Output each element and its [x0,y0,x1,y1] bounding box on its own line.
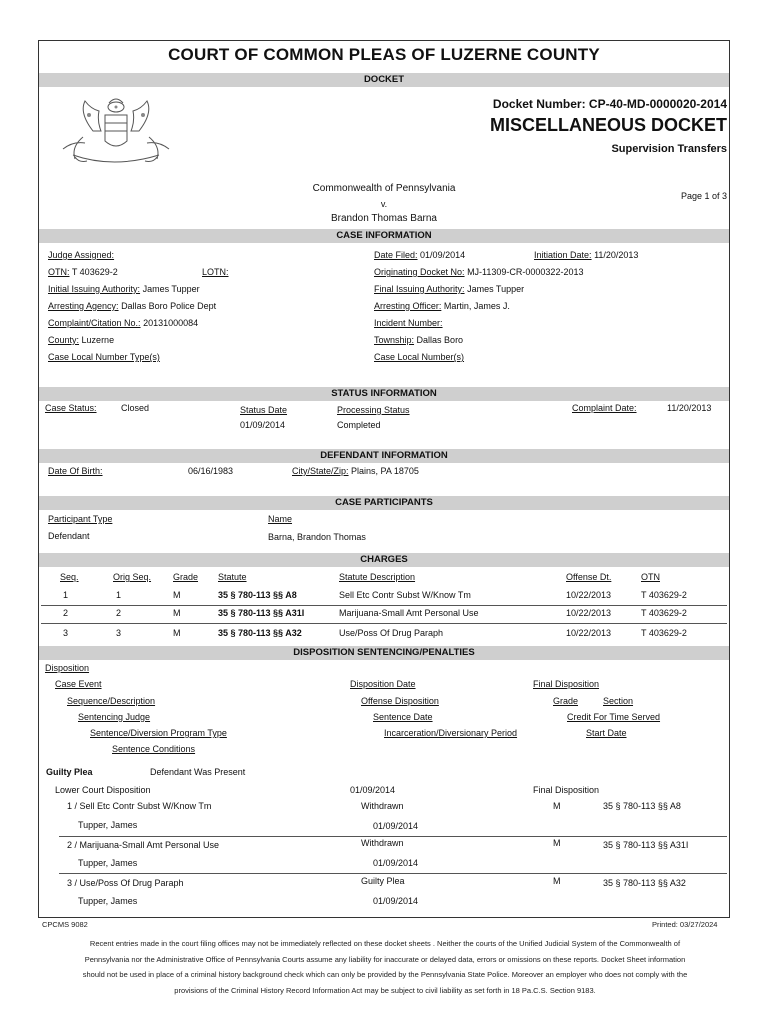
charge-2-otn: T 403629-2 [641,608,687,618]
disposition-date-header: Disposition Date [350,679,416,689]
grade-header: Grade [553,696,579,706]
charges-header-otn: OTN [641,572,660,582]
case-local-type-label: Case Local Number Type(s) [48,352,160,362]
defendant-info-bar: DEFENDANT INFORMATION [39,449,729,463]
township-value: Dallas Boro [416,335,464,345]
final-disposition-header: Final Disposition [533,679,600,689]
disposition-item-2-desc: 2 / Marijuana-Small Amt Personal Use [67,840,220,850]
participant-type-value: Defendant [48,531,90,541]
disposition-item-3-grade: M [553,876,561,886]
charge-3-statute: 35 § 780-113 §§ A32 [218,628,302,638]
charge-divider [41,605,727,606]
sequence-description-header: Sequence/Description [67,696,156,706]
originating-value: MJ-11309-CR-0000322-2013 [467,267,584,277]
charges-bar: CHARGES [39,553,729,567]
disposition-item-3-desc: 3 / Use/Poss Of Drug Paraph [67,878,184,888]
final-issuing-label: Final Issuing Authority: [374,284,465,294]
disposition-header: Disposition [45,663,90,673]
charge-divider [41,623,727,624]
caption-versus: v. [380,199,388,209]
printed-date: Printed: 03/27/2024 [652,920,718,929]
township-label: Township: [374,335,415,345]
form-id: CPCMS 9082 [42,920,88,929]
complaint-date-label: Complaint Date: [572,403,637,413]
date-filed-label: Date Filed: [374,250,418,260]
initiation-label: Initiation Date: [534,250,592,260]
status-date-value: 01/09/2014 [240,420,286,430]
complaint-value: 20131000084 [143,318,199,328]
defendant-present: Defendant Was Present [150,767,246,777]
final-issuing-value: James Tupper [467,284,525,294]
charge-3-grade: M [173,628,181,638]
docket-bar: DOCKET [39,73,729,87]
start-date-header: Start Date [586,728,627,738]
page-number: Page 1 of 3 [680,191,727,201]
guilty-plea-event: Guilty Plea [46,767,93,777]
case-info-bar: CASE INFORMATION [39,229,729,243]
arresting-agency-value: Dallas Boro Police Dept [121,301,217,311]
city-state-zip-label: City/State/Zip: [292,466,349,476]
charge-2-description: Marijuana-Small Amt Personal Use [339,608,479,618]
arresting-officer-value: Martin, James J. [443,301,510,311]
docket-subtype: Supervision Transfers [611,143,727,155]
disposition-divider [59,873,727,874]
sentence-diversion-program-header: Sentence/Diversion Program Type [90,728,227,738]
participant-name-header: Name [268,514,293,524]
disposition-item-2-judge: Tupper, James [78,858,138,868]
charge-1-seq: 1 [63,590,69,600]
disposition-item-1-date: 01/09/2014 [373,821,419,831]
charge-3-description: Use/Poss Of Drug Paraph [339,628,444,638]
section-header: Section [603,696,634,706]
disposition-item-2-disp: Withdrawn [361,838,404,848]
judge-assigned-label: Judge Assigned: [48,250,115,260]
charge-3-otn: T 403629-2 [641,628,687,638]
charges-header-grade: Grade [173,572,199,582]
charge-1-offense-date: 10/22/2013 [566,590,612,600]
disposition-item-3-date: 01/09/2014 [373,896,419,906]
case-status-label: Case Status: [45,403,97,413]
charge-1-orig-seq: 1 [116,590,122,600]
lower-court-final: Final Disposition [533,785,600,795]
sentencing-judge-header: Sentencing Judge [78,712,151,722]
charges-header-orig-seq: Orig Seq. [113,572,152,582]
incarceration-period-header: Incarceration/Diversionary Period [384,728,518,738]
caption-defendant: Brandon Thomas Barna [331,213,437,224]
charge-2-offense-date: 10/22/2013 [566,608,612,618]
participant-type-header: Participant Type [48,514,113,524]
charges-header-offense-date: Offense Dt. [566,572,612,582]
charge-2-seq: 2 [63,608,69,618]
disposition-item-2-date: 01/09/2014 [373,858,419,868]
county-value: Luzerne [81,335,115,345]
charge-3-offense-date: 10/22/2013 [566,628,612,638]
disposition-item-1-judge: Tupper, James [78,820,138,830]
date-filed-value: 01/09/2014 [420,250,466,260]
pennsylvania-coat-of-arms-icon [53,93,179,173]
charge-2-statute: 35 § 780-113 §§ A31I [218,608,305,618]
incident-label: Incident Number: [374,318,443,328]
charges-header-seq: Seq. [60,572,79,582]
complaint-date-value: 11/20/2013 [667,403,712,413]
sentence-date-header: Sentence Date [373,712,433,722]
credit-time-served-header: Credit For Time Served [567,712,661,722]
disposition-item-3-disp: Guilty Plea [361,876,405,886]
disposition-item-2-grade: M [553,838,561,848]
otn-value: T 403629-2 [71,267,118,277]
charges-header-description: Statute Description [339,572,416,582]
disposition-item-1-disp: Withdrawn [361,801,404,811]
status-date-label: Status Date [240,405,288,415]
charge-1-statute: 35 § 780-113 §§ A8 [218,590,297,600]
caption-plaintiff: Commonwealth of Pennsylvania [312,183,456,194]
disposition-item-1-grade: M [553,801,561,811]
participants-bar: CASE PARTICIPANTS [39,496,729,510]
disposition-item-3-judge: Tupper, James [78,896,138,906]
legal-disclaimer: Recent entries made in the court filing offices may not be immediately reflected on these docket sheets . Neither the courts of the Unified Judicial System of the Commonwealth of Pennsylvania nor the Administrative Office of Pennsylvania Courts assume any liability for inaccurate or delayed data, errors or omissions on these reports. Docket Sheet information should not be used in place of a criminal history background check which can only be provided by the Pennsylvania State Police. Moreover an employer who does not comply with the provisions of the Criminal History Record Information Act may be subject to civil liability as set forth in 18 Pa.C.S. Section 9183. [82,939,688,995]
disposition-item-1-section: 35 § 780-113 §§ A8 [603,801,681,811]
status-info-bar: STATUS INFORMATION [39,387,729,401]
charge-2-orig-seq: 2 [116,608,122,618]
arresting-agency-label: Arresting Agency: [48,301,119,311]
dob-label: Date Of Birth: [48,466,103,476]
lower-court-date: 01/09/2014 [350,785,396,795]
processing-status-label: Processing Status [337,405,410,415]
otn-label: OTN: [48,267,70,277]
disposition-item-2-section: 35 § 780-113 §§ A31I [603,840,689,850]
charge-3-seq: 3 [63,628,69,638]
initial-issuing-label: Initial Issuing Authority: [48,284,141,294]
dob-value: 06/16/1983 [188,466,234,476]
lotn-label: LOTN: [202,267,229,277]
offense-disposition-header: Offense Disposition [361,696,439,706]
charges-header-statute: Statute [218,572,247,582]
participant-name-value: Barna, Brandon Thomas [268,532,366,542]
lower-court-disposition: Lower Court Disposition [55,785,151,795]
processing-status-value: Completed [337,420,381,430]
charge-1-description: Sell Etc Contr Subst W/Know Tm [339,590,471,600]
county-label: County: [48,335,80,345]
sentence-conditions-header: Sentence Conditions [112,744,196,754]
charge-3-orig-seq: 3 [116,628,122,638]
complaint-label: Complaint/Citation No.: [48,318,141,328]
initiation-value: 11/20/2013 [594,250,639,260]
charge-2-grade: M [173,608,181,618]
arresting-officer-label: Arresting Officer: [374,301,442,311]
disposition-item-3-section: 35 § 780-113 §§ A32 [603,878,686,888]
case-event-header: Case Event [55,679,102,689]
court-title: COURT OF COMMON PLEAS OF LUZERNE COUNTY [168,45,600,64]
case-status-value: Closed [121,403,150,413]
initial-issuing-value: James Tupper [142,284,200,294]
originating-label: Originating Docket No: [374,267,465,277]
case-local-numbers-label: Case Local Number(s) [374,352,465,362]
disposition-divider [59,836,727,837]
docket-type: MISCELLANEOUS DOCKET [489,115,727,135]
docket-number: Docket Number: CP-40-MD-0000020-2014 [492,97,727,111]
disposition-item-1-desc: 1 / Sell Etc Contr Subst W/Know Tm [67,801,212,811]
charge-1-otn: T 403629-2 [641,590,687,600]
charge-1-grade: M [173,590,181,600]
city-state-zip-value: Plains, PA 18705 [351,466,419,476]
docket-frame [38,40,730,918]
disposition-bar: DISPOSITION SENTENCING/PENALTIES [39,646,729,660]
